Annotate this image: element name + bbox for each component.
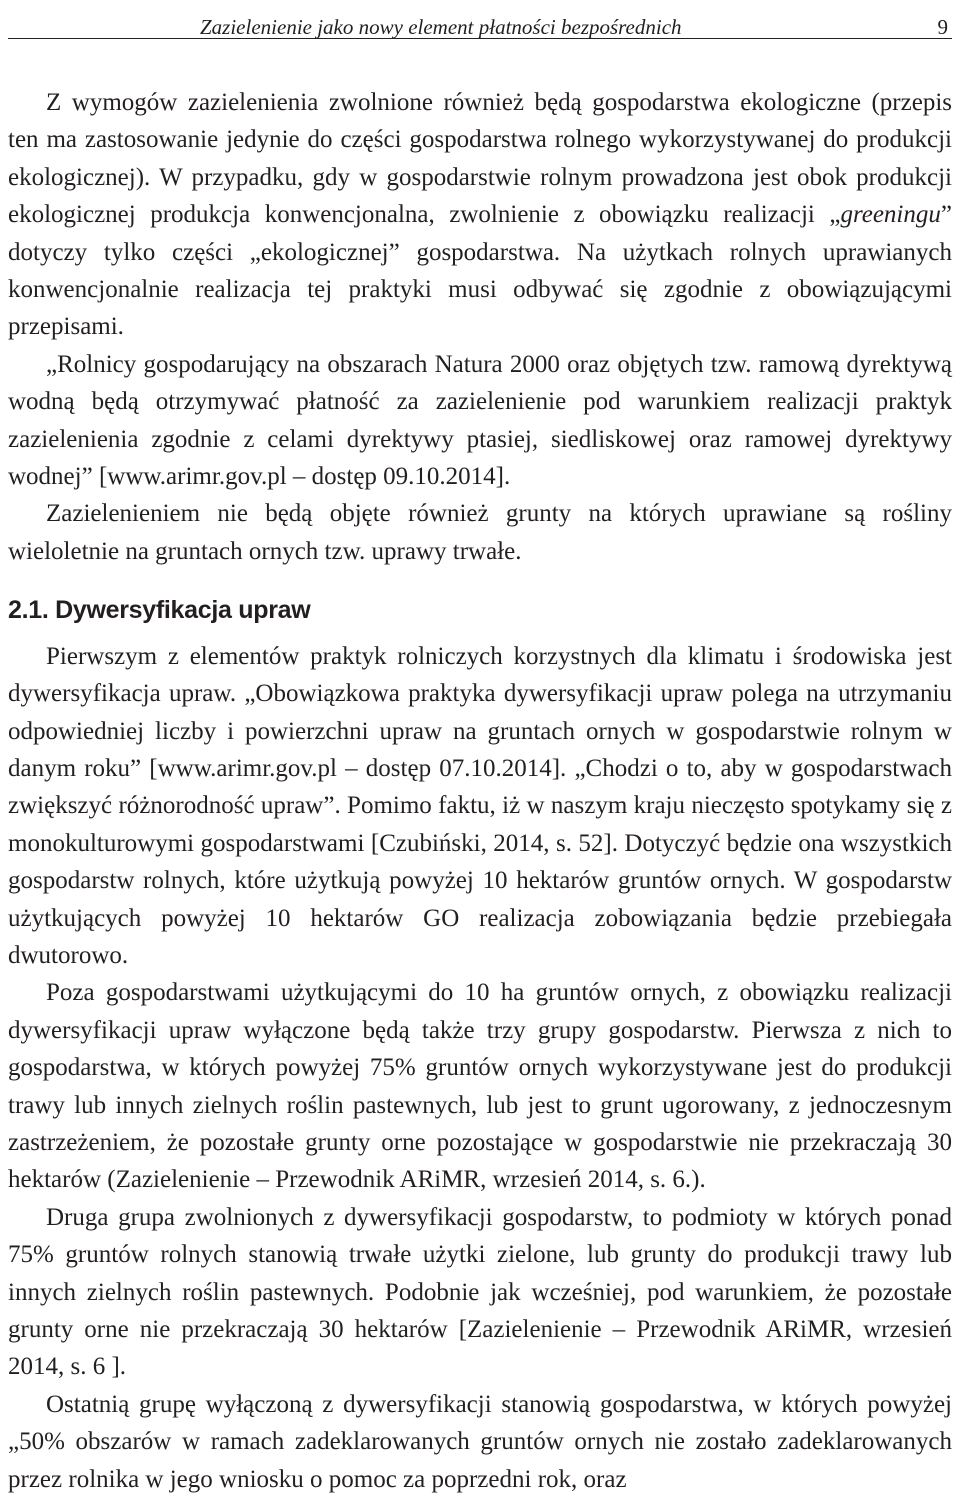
paragraph-text: Z wymogów zazielenienia zwolnione również będą gospodarstwa ekologiczne (przepis ten ma zastosowanie jedynie do części gospodarstwa rolnego wykorzystywanej do produkcji ekologicznej). W przypadku, gdy w gospodarstwie rolnym prowadzona jest obok produkcji ekologicznej produkcja konwencjonalna, zwolnienie z obowiązku realizacji „ bbox=[8, 89, 952, 229]
paragraph-diversification-intro: Pierwszym z elementów praktyk rolniczych korzystnych dla klimatu i środowiska jest dywersyfikacja upraw. „Obowiązkowa praktyka dywersyfikacji upraw polega na utrzymaniu odpowiedniej liczby i powierzchni upraw na gruntach ornych w gospodarstwie rolnym w danym roku” [www.arimr.gov.pl – dostęp 07.10.2014]. „Chodzi o to, aby w gospodarstwach zwiększyć różnorodność upraw”. Pomimo faktu, iż w naszym kraju nieczęsto spotykamy się z monokulturowymi gospodarstwami [Czubiński, 2014, s. 52]. Dotyczyć będzie ona wszystkich gospodarstw rolnych, które użytkują powyżej 10 hektarów gruntów ornych. W gospodarstw użytkujących powyżej 10 hektarów GO realizacja zobowiązania będzie przebiegała dwutorowo. bbox=[8, 642, 952, 969]
paragraph-text: ” dotyczy tylko części „ekologicznej” gospodarstwa. Na użytkach rolnych uprawianych konwencjonalnie realizacja tej praktyki musi odbywać się zgodnie z obowiązującymi przepisami. bbox=[8, 201, 952, 341]
page-number: 9 bbox=[937, 15, 948, 39]
paragraph-ecological-farms bbox=[8, 84, 952, 346]
body-text bbox=[8, 84, 952, 1498]
paragraph-exemption-group-2: Druga grupa zwolnionych z dywersyfikacji gospodarstw, to podmioty w których ponad 75% gruntów rolnych stanowią trwałe użytki zielone, lub grunty do produkcji trawy lub innych zielnych roślin pastewnych. Podobnie jak wcześniej, pod warunkiem, że pozostałe grunty orne nie przekraczają 30 hektarów [Zazielenienie – Przewodnik ARiMR, wrzesień 2014, s. 6 ]. bbox=[8, 1203, 952, 1381]
paragraph-natura-2000: „Rolnicy gospodarujący na obszarach Natura 2000 oraz objętych tzw. ramową dyrektywą wodną będą otrzymywać płatność za zazielenienie pod warunkiem realizacji praktyk zazielenienia zgodnie z celami dyrektywy ptasiej, siedliskowej oraz ramowej dyrektywy wodnej” [www.arimr.gov.pl – dostęp 09.10.2014]. bbox=[8, 350, 952, 491]
section-heading: 2.1. Dywersyfikacja upraw bbox=[8, 596, 311, 625]
running-header bbox=[8, 0, 952, 39]
italic-term-greening: greeningu bbox=[840, 201, 941, 229]
paragraph-exemption-group-1: Poza gospodarstwami użytkującymi do 10 ha gruntów ornych, z obowiązku realizacji dywersyfikacji upraw wyłączone będą także trzy grupy gospodarstw. Pierwsza z nich to gospodarstwa, w których powyżej 75% gruntów ornych wykorzystywane jest do produkcji trawy lub innych zielnych roślin pastewnych, lub jest to grunt ugorowany, z jednoczesnym zastrzeżeniem, że pozostałe grunty orne pozostające w gospodarstwie nie przekraczają 30 hektarów (Zazielenienie – Przewodnik ARiMR, wrzesień 2014, s. 6.). bbox=[8, 979, 952, 1194]
paragraph-exemption-group-3: Ostatnią grupę wyłączoną z dywersyfikacji stanowią gospodarstwa, w których powyżej „50% obszarów w ramach zadeklarowanych gruntów ornych nie zostało zadeklarowanych przez rolnika w jego wniosku o pomoc za poprzedni rok, oraz bbox=[8, 1390, 952, 1493]
running-title: Zazielenienie jako nowy element płatności bezpośrednich bbox=[200, 15, 682, 39]
paragraph-permanent-crops: Zazielenieniem nie będą objęte również grunty na których uprawiane są rośliny wieloletnie na gruntach ornych tzw. uprawy trwałe. bbox=[8, 500, 952, 565]
